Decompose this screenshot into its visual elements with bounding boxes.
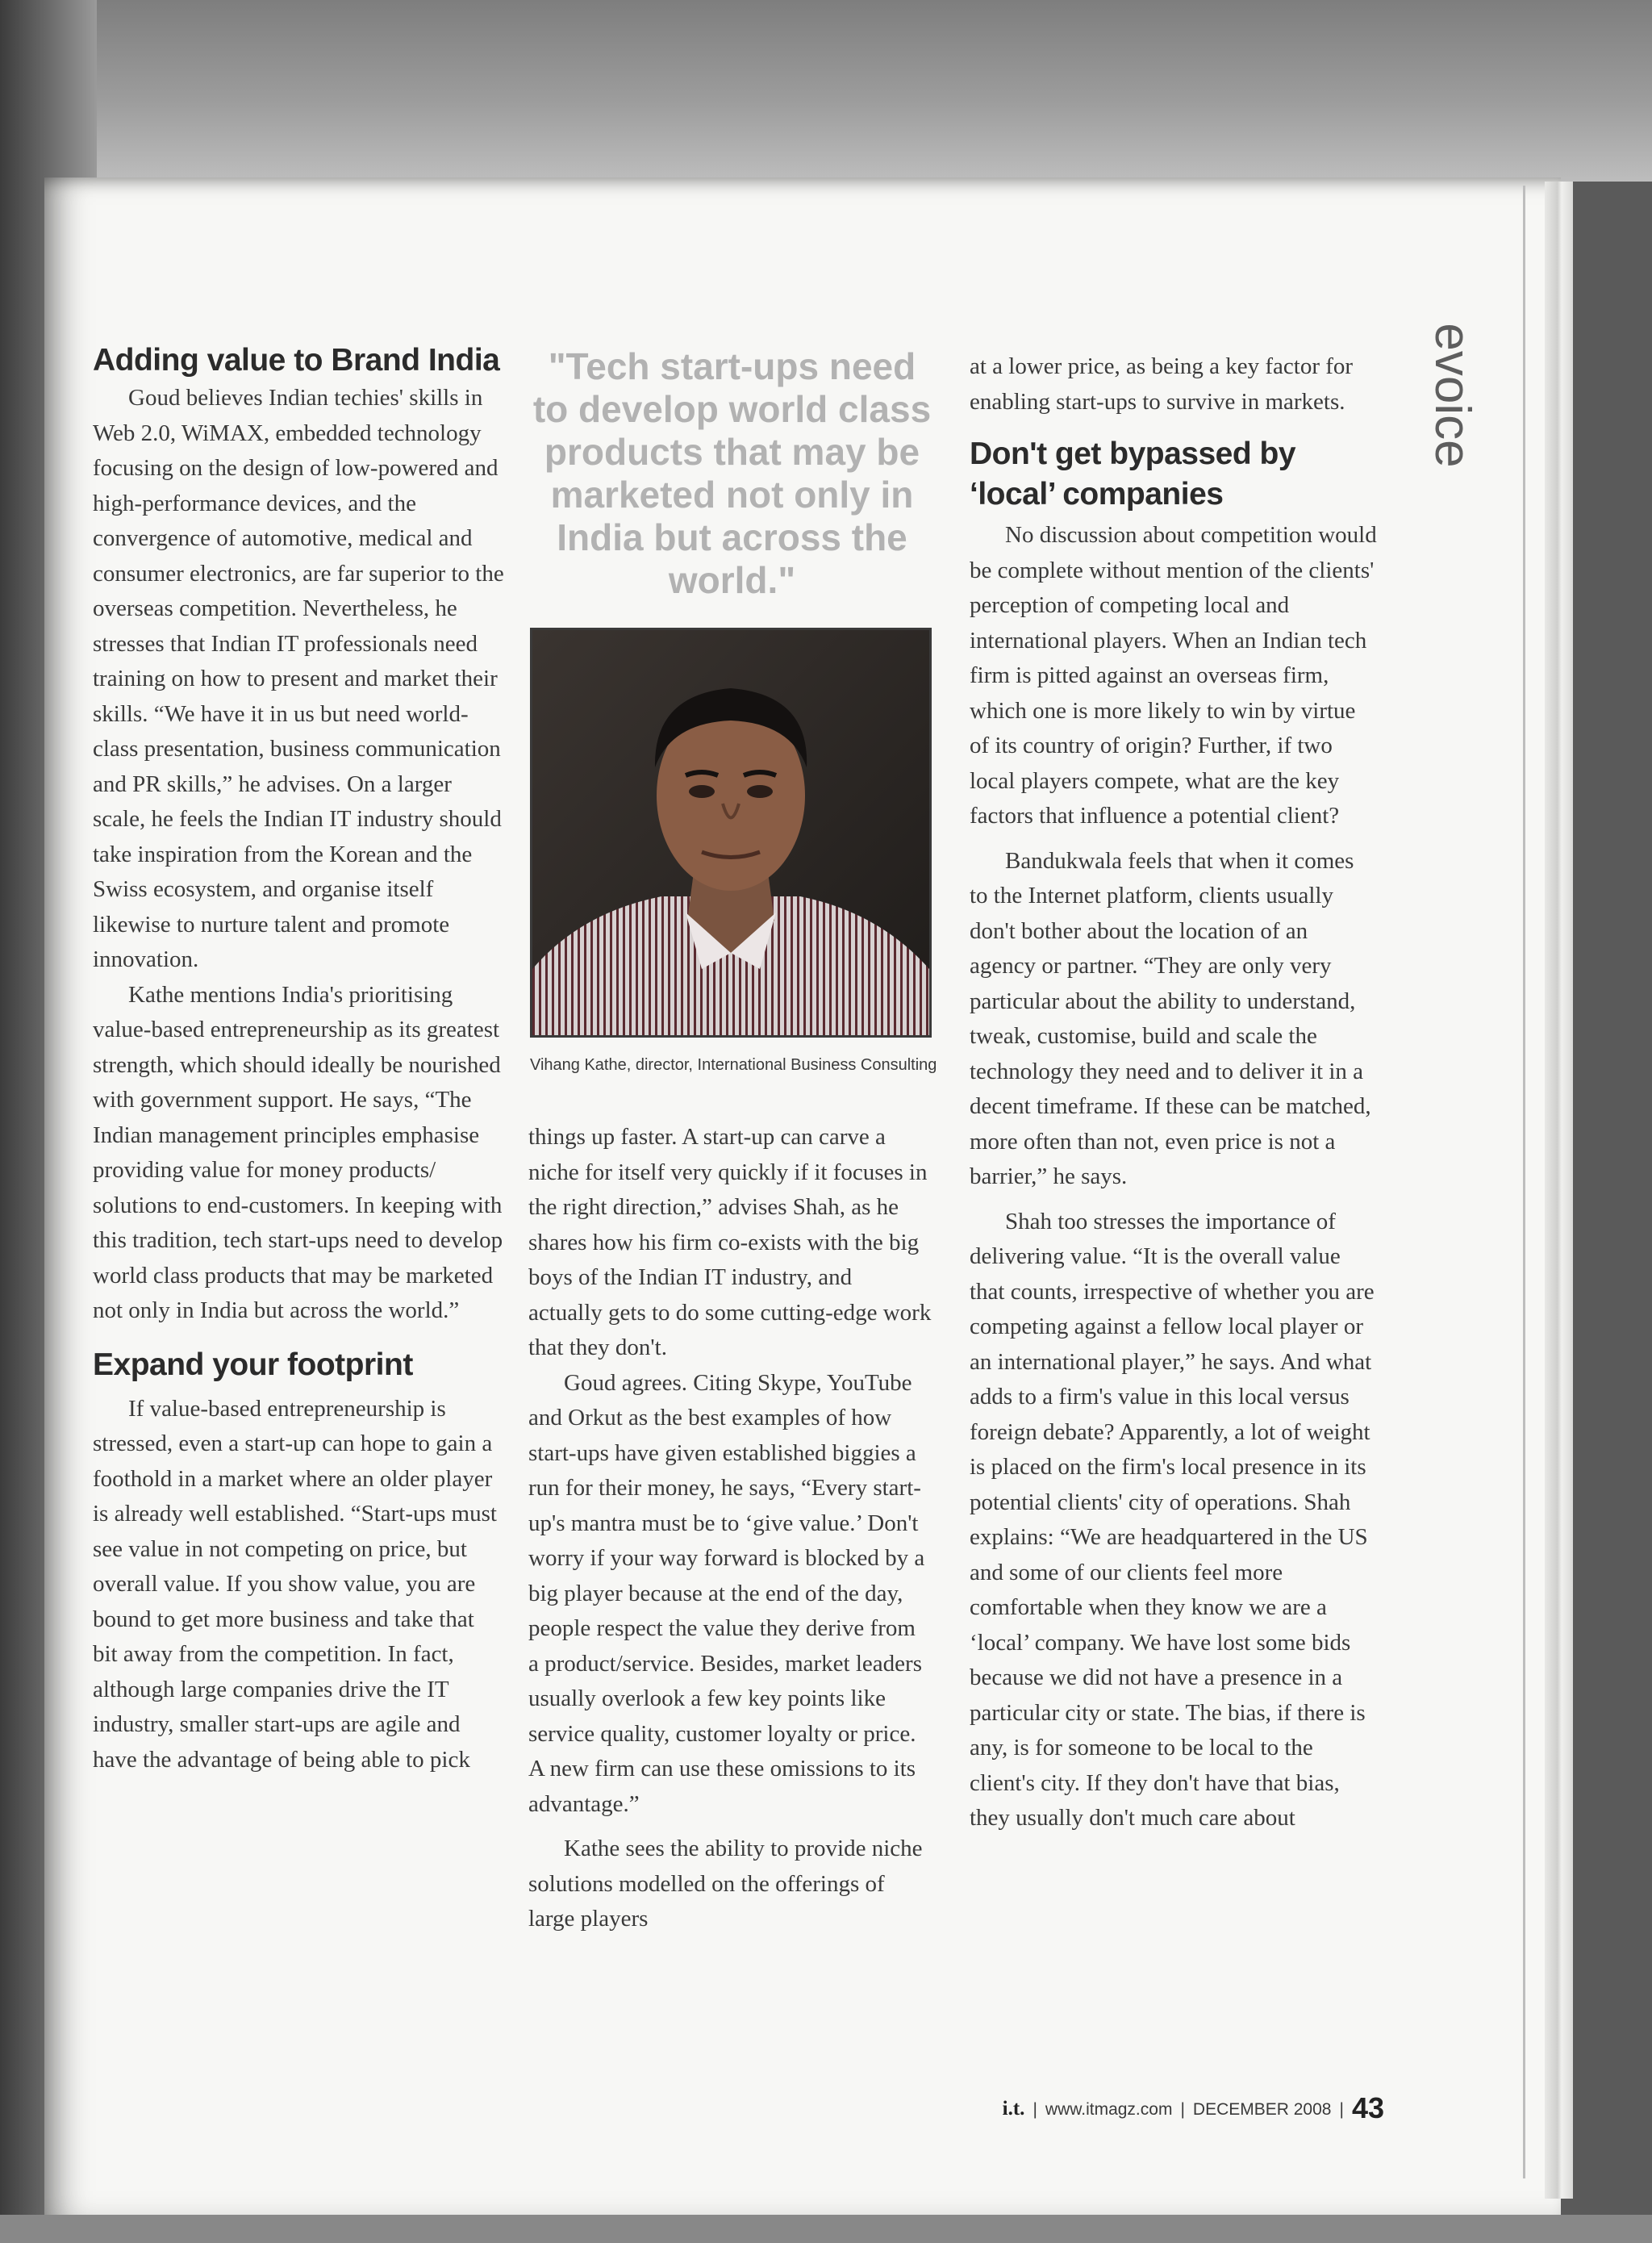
footer-date: DECEMBER 2008 xyxy=(1192,2100,1332,2119)
paragraph: Bandukwala feels that when it comes to the Internet platform, clients usually don't bother about the location of an agency or partner. “They are only very particular about the ability to understand, tweak, customise, build and scale the technology they need and to deliver it in a decent timeframe. If these can be matched, more often than not, even price is not a barrier,” he says. xyxy=(970,847,1371,1189)
column-2 xyxy=(528,1120,932,1937)
page-number: 43 xyxy=(1351,2091,1384,2124)
paragraph: Shah too stresses the importance of delivering value. “It is the overall value that counts, irrespective of whether you are competing against a fellow local player or an international player,” he says. And what adds to a firm's value in this local versus foreign debate? Apparently, a lot of weight is placed on the firm's local presence in its potential clients' city of operations. Shah explains: “We are headquartered in the US and some of our clients feel more comfortable when they know we are a ‘local’ company. We have lost some bids because we did not have a presence in a particular city or state. The bias, if there is any, is for someone to be local to the client's city. If they don't have that bias, they usually don't much care about xyxy=(970,1208,1375,1831)
heading-expand-footprint: Expand your footprint xyxy=(93,1347,413,1382)
page-edge xyxy=(1545,182,1573,2199)
pull-quote: "Tech start-ups need to develop world class products that may be marketed not only in India but across the world." xyxy=(532,345,932,601)
paragraph: Goud agrees. Citing Skype, YouTube and Orkut as the best examples of how start-ups have given established biggies a run for their money, he says, “Every start-up's mantra must be to ‘give value.’ Don't worry if your way forward is blocked by a big player because at the end of the day, people respect the value they derive from a product/service. Besides, market leaders usually overlook a few key points like service quality, customer loyalty or price. A new firm can use these omissions to its advantage.” xyxy=(528,1369,925,1817)
page-rule xyxy=(1523,186,1525,2178)
photo-caption: Vihang Kathe, director, International Business Consulting xyxy=(530,1056,937,1074)
paragraph: things up faster. A start-up can carve a niche for itself very quickly if it focuses in the right direction,” advises Shah, as he shares how his firm co-exists with the big boys of the Indian IT industry, and actually gets to do some cutting-edge work that they don't. xyxy=(528,1124,932,1360)
paragraph: Kathe mentions India's prioritising value-based entrepreneurship as its greatest strength, which should ideally be nourished with government support. He says, “The Indian management principles emphasise providing value for money products/ solutions to end-customers. In keeping with this tradition, tech start-ups need to develop world class products that may be marketed not only in India but across the world.” xyxy=(93,981,503,1323)
page-footer: i.t. | www.itmagz.com | DECEMBER 2008 | 43 xyxy=(1002,2091,1384,2124)
pull-quote-block xyxy=(528,345,936,602)
paragraph: Goud believes Indian techies' skills in Web 2.0, WiMAX, embedded technology focusing on the design of low-powered and high-performance devices, and the convergence of automotive, medical and consumer electronics, are far superior to the overseas competition. Nevertheless, he stresses that Indian IT professionals need training on how to present and market their skills. “We have it in us but need world-class presentation, business communication and PR skills,” he advises. On a larger scale, he feels the Indian IT industry should take inspiration from the Korean and the Swiss ecosystem, and organise itself likewise to nurture talent and promote innovation. xyxy=(93,385,504,972)
portrait-illustration xyxy=(532,630,929,1035)
portrait-photo xyxy=(530,628,932,1038)
heading-dont-get-bypassed: Don't get bypassed by ‘local’ companies xyxy=(970,436,1296,512)
paragraph: Kathe sees the ability to provide niche solutions modelled on the offerings of large players xyxy=(528,1836,923,1932)
paragraph: If value-based entrepreneurship is stressed, even a start-up can hope to gain a foothold in a market where an older player is already well established. “Start-ups must see value in not competing on price, but overall value. If you show value, you are bound to get more business and take that bit away from the competition. In fact, although large companies drive the IT industry, smaller start-ups are agile and have the advantage of being able to pick xyxy=(93,1395,497,1773)
column-1 xyxy=(93,340,504,1777)
paragraph: at a lower price, as being a key factor for enabling start-ups to survive in markets. xyxy=(970,353,1354,415)
paragraph: No discussion about competition would be complete without mention of the clients' perception of competing local and international players. When an Indian tech firm is pitted against an overseas firm, which one is more likely to win by virtue of its country of origin? Further, if two local players compete, what are the key factors that influence a potential client? xyxy=(970,522,1377,829)
column-3 xyxy=(970,349,1377,1836)
scan-shadow-top xyxy=(0,0,1652,182)
magazine-logo: i.t. xyxy=(1002,2098,1025,2120)
section-tag: evoice xyxy=(1425,323,1480,468)
heading-adding-value: Adding value to Brand India xyxy=(93,343,500,378)
scan-shadow-bottom xyxy=(0,2215,1652,2243)
footer-url[interactable]: www.itmagz.com xyxy=(1045,2100,1173,2119)
